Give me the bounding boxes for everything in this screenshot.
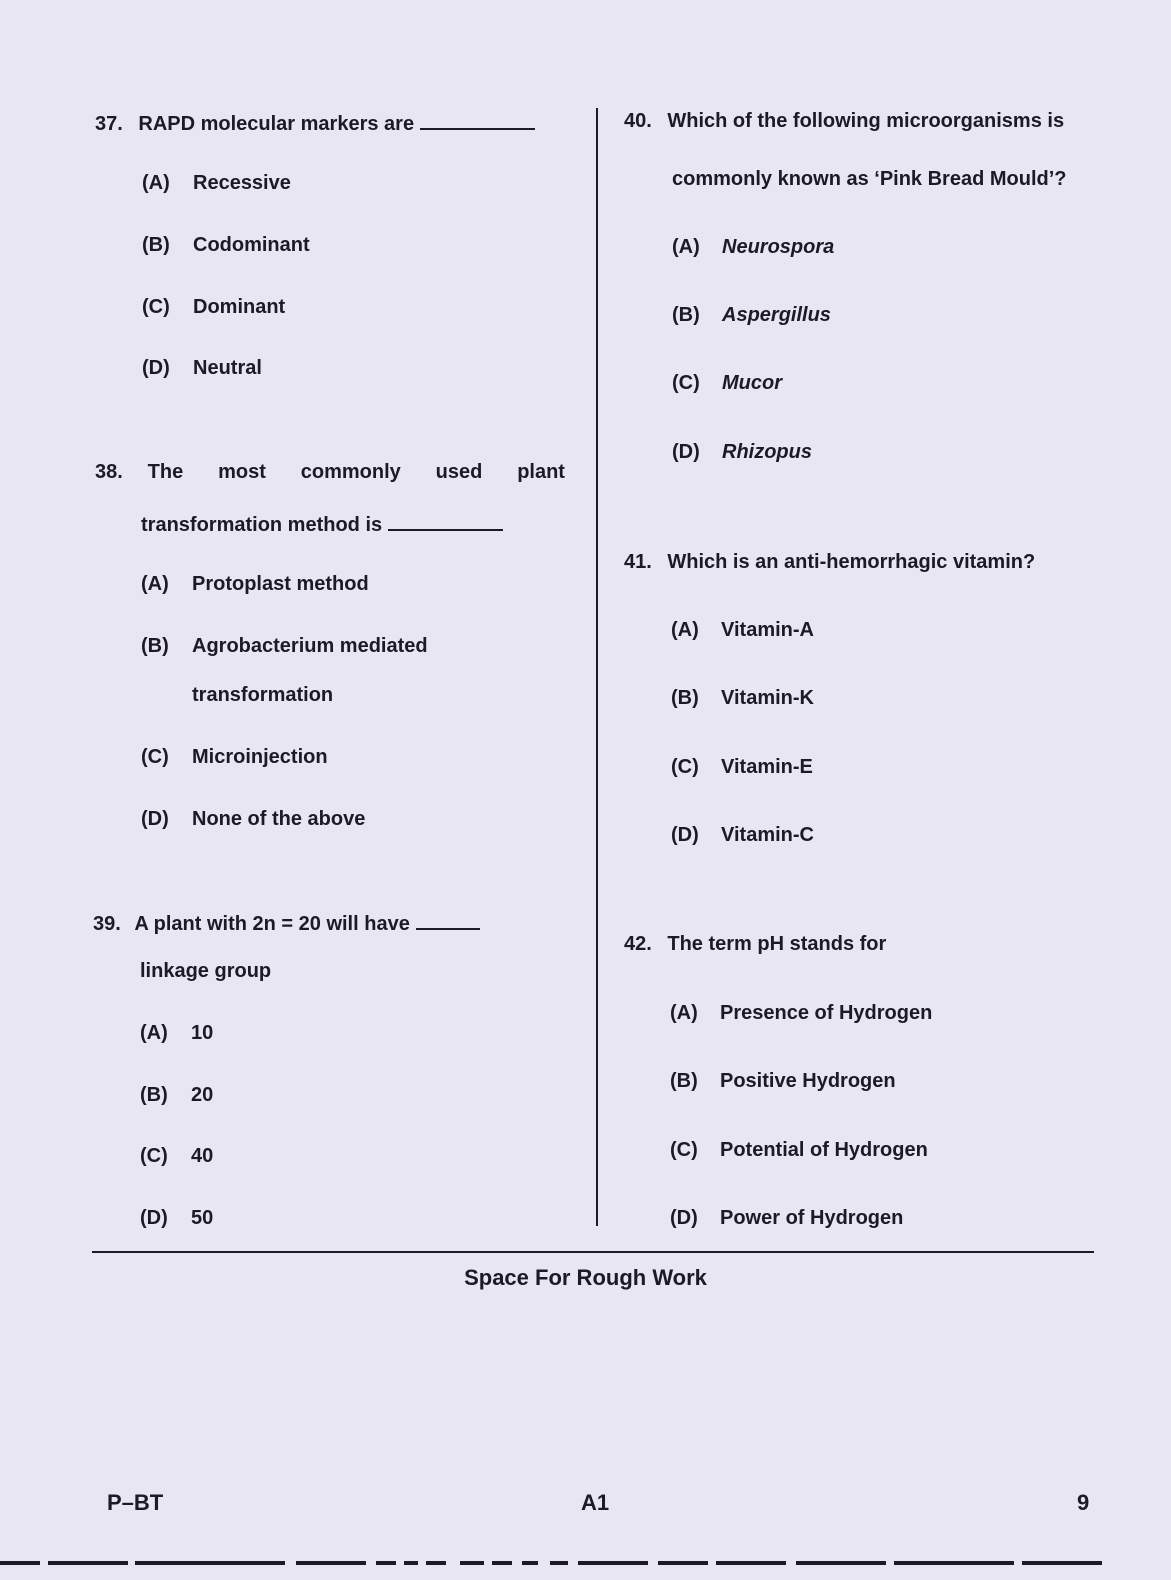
q41-stem [624,551,1035,574]
q38-word: commonly [300,461,401,483]
q39-option-d-letter: (D) [140,1207,168,1229]
q40-option-a-text: Neurospora [722,236,835,258]
q42-option-c-letter: (C) [670,1139,698,1161]
q41-option-d-letter: (D) [671,824,699,846]
q39-option-c-letter: (C) [140,1145,168,1167]
q38-option-b-letter: (B) [141,635,169,657]
q38-number: 38. [95,461,123,483]
q38-blank [388,511,503,531]
q41-text: Which is an anti-hemorrhagic vitamin? [667,551,1036,573]
q42-option-d-text: Power of Hydrogen [720,1207,904,1229]
q39-number: 39. [93,913,121,935]
column-divider [596,108,598,1226]
bottom-border-mark [716,1561,786,1565]
q40-stem-line2: commonly known as ‘Pink Bread Mould’? [672,168,1067,190]
q37-text: RAPD molecular markers are [138,113,415,135]
q39-stem-line2: linkage group [140,960,272,982]
q38-stem-line2 [141,511,503,537]
q40-option-b-letter: (B) [672,304,700,326]
q39-option-a-text: 10 [191,1022,214,1044]
q37-option-a-letter: (A) [142,172,170,194]
q39-blank [416,910,480,930]
bottom-border-mark [0,1561,40,1565]
q40-option-d-letter: (D) [672,441,700,463]
q38-option-b-text: Agrobacterium mediated [192,635,428,657]
q41-option-c-letter: (C) [671,756,699,778]
q42-text: The term pH stands for [667,933,887,955]
q37-option-d-letter: (D) [142,357,170,379]
q38-line2-text: transformation method is [141,514,383,536]
q38-word: plant [517,461,565,483]
q39-option-b-letter: (B) [140,1084,168,1106]
q40-option-d-text: Rhizopus [722,441,812,463]
q38-word: The [147,461,184,483]
q37-option-c-letter: (C) [142,296,170,318]
q38-option-b-text-line2: transformation [192,684,334,706]
q42-number: 42. [624,933,652,955]
q38-option-d-text: None of the above [192,808,366,830]
q39-option-d-text: 50 [191,1207,214,1229]
q38-option-c-text: Microinjection [192,746,328,768]
q41-option-b-letter: (B) [671,687,699,709]
q42-option-c-text: Potential of Hydrogen [720,1139,928,1161]
q41-option-b-text: Vitamin-K [721,687,814,709]
q42-option-b-letter: (B) [670,1070,698,1092]
q40-option-c-letter: (C) [672,372,700,394]
q41-number: 41. [624,551,652,573]
bottom-border-mark [578,1561,648,1565]
q40-number: 40. [624,110,652,132]
q41-option-d-text: Vitamin-C [721,824,814,846]
bottom-border-mark [376,1561,396,1565]
bottom-border-mark [48,1561,128,1565]
rough-work-divider [92,1251,1094,1253]
q38-stem-line1 [95,461,565,484]
rough-work-heading: Space For Rough Work [464,1265,707,1290]
q38-word: most [218,461,266,483]
q37-option-d-text: Neutral [193,357,262,379]
bottom-border-mark [894,1561,1014,1565]
bottom-border-mark [550,1561,568,1565]
bottom-border-mark [296,1561,366,1565]
q41-option-a-text: Vitamin-A [721,619,814,641]
q40-stem [624,110,1064,133]
q37-number: 37. [95,113,123,135]
footer-page-number: 9 [1077,1490,1090,1515]
q37-blank [420,110,535,130]
bottom-border-mark [796,1561,886,1565]
q39-option-c-text: 40 [191,1145,214,1167]
q37-option-a-text: Recessive [193,172,291,194]
bottom-border-mark [492,1561,512,1565]
q38-option-d-letter: (D) [141,808,169,830]
q40-option-b-text: Aspergillus [722,304,831,326]
bottom-border-mark [135,1561,285,1565]
bottom-border-mark [522,1561,538,1565]
q37-option-b-letter: (B) [142,234,170,256]
bottom-border-mark [460,1561,484,1565]
q38-option-a-letter: (A) [141,573,169,595]
q39-option-a-letter: (A) [140,1022,168,1044]
q40-option-c-text: Mucor [722,372,782,394]
q40-text: Which of the following microorganisms is [667,110,1065,132]
q39-text: A plant with 2n = 20 will have [134,913,410,935]
q42-option-d-letter: (D) [670,1207,698,1229]
q37-option-c-text: Dominant [193,296,286,318]
q42-option-b-text: Positive Hydrogen [720,1070,896,1092]
q39-stem [93,910,480,936]
q38-option-c-letter: (C) [141,746,169,768]
q37-option-b-text: Codominant [193,234,310,256]
q42-option-a-text: Presence of Hydrogen [720,1002,933,1024]
q41-option-c-text: Vitamin-E [721,756,813,778]
q39-option-b-text: 20 [191,1084,214,1106]
q38-word: used [435,461,483,483]
q38-option-a-text: Protoplast method [192,573,369,595]
bottom-border-mark [404,1561,418,1565]
footer-paper-code: P–BT [107,1490,164,1515]
footer-series: A1 [581,1490,610,1515]
bottom-border-mark [658,1561,708,1565]
q40-option-a-letter: (A) [672,236,700,258]
q37-stem [95,110,535,136]
bottom-border-mark [1022,1561,1102,1565]
q41-option-a-letter: (A) [671,619,699,641]
q42-stem [624,933,886,956]
q42-option-a-letter: (A) [670,1002,698,1024]
bottom-border-mark [426,1561,446,1565]
